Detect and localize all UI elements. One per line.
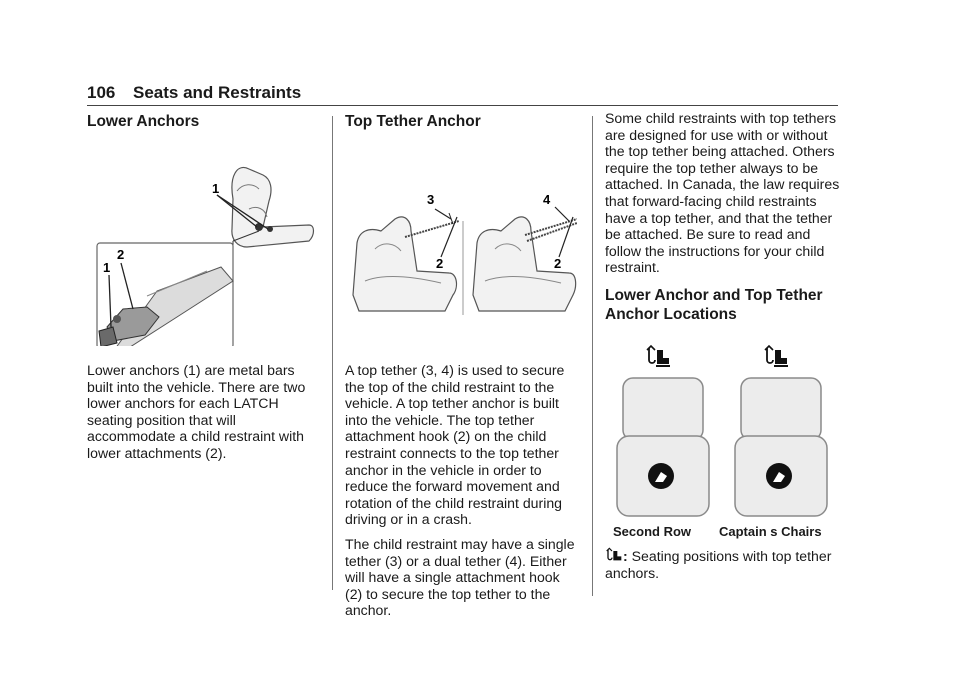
figure-label-1-top: 1 (212, 181, 220, 196)
tether-requirements-paragraph: Some child restraints with top tethers are designed for use with or without the top tether being attached. Others require the top tether always to be attached. In Canada, the law requires that forward-facing child restraints have a top tether, and that the tether be attached. Be sure to read and follow the instructions for your child restraint. (605, 110, 840, 276)
lower-anchors-paragraph: Lower anchors (1) are metal bars built into the vehicle. There are two lower anchors for each LATCH seating position that will accommodate a child restraint with lower attachments (2). (87, 362, 306, 461)
seat-captions (605, 524, 841, 539)
seat-second-row (617, 378, 709, 516)
figure-lower-anchors (87, 131, 319, 346)
figure-top-tether (345, 131, 577, 346)
seat-captains-chair (735, 378, 827, 516)
legend-text: Seating positions with top tether anchors. (605, 547, 832, 581)
column-top-tether (345, 110, 577, 619)
heading-lower-anchors: Lower Anchors (87, 113, 200, 130)
figure-label-2-right: 2 (554, 256, 562, 271)
figure-label-1-inset: 1 (103, 260, 111, 275)
heading-top-tether-anchor: Top Tether Anchor (345, 113, 481, 130)
figure-label-3: 3 (427, 192, 435, 207)
caption-second-row: Second Row (613, 523, 692, 539)
heading-anchor-locations: Lower Anchor and Top Tether Anchor Locations (605, 286, 823, 323)
column-divider-2 (592, 116, 593, 596)
page-number: 106 (87, 83, 116, 102)
section-title: Seats and Restraints (133, 83, 302, 102)
legend-separator: : (623, 547, 628, 564)
column-divider-1 (332, 116, 333, 590)
top-tether-icon-left (647, 346, 670, 367)
figure-label-2-left: 2 (436, 256, 444, 271)
top-tether-icon-right (765, 346, 788, 367)
column-anchor-locations (605, 110, 841, 581)
figure-label-2: 2 (117, 247, 125, 262)
top-tether-paragraph-1: A top tether (3, 4) is used to secure the top of the child restraint to the vehicle. A top tether anchor is built into the vehicle. The top tether attachment hook (2) on the child restraint connects to the top tether anchor in the vehicle in order to reduce the forward movement and rotation of the child restraint during driving or in a crash. (345, 362, 565, 528)
legend (605, 547, 841, 581)
lower-anchor-illustration (87, 131, 319, 346)
header-rule (87, 105, 838, 106)
top-tether-illustration (345, 131, 577, 346)
top-tether-icon-legend (605, 547, 623, 563)
seating-positions-diagram (605, 336, 841, 518)
caption-captains-chairs: Captain s Chairs (719, 523, 822, 539)
top-tether-paragraph-2: The child restraint may have a single tether (3) or a dual tether (4). Either will have a single attachment hook (2) to secure the top tether to the anchor. (345, 535, 575, 619)
figure-seating-positions (605, 336, 841, 518)
figure-label-4: 4 (543, 192, 551, 207)
column-lower-anchors (87, 110, 319, 462)
page-header (87, 83, 301, 103)
